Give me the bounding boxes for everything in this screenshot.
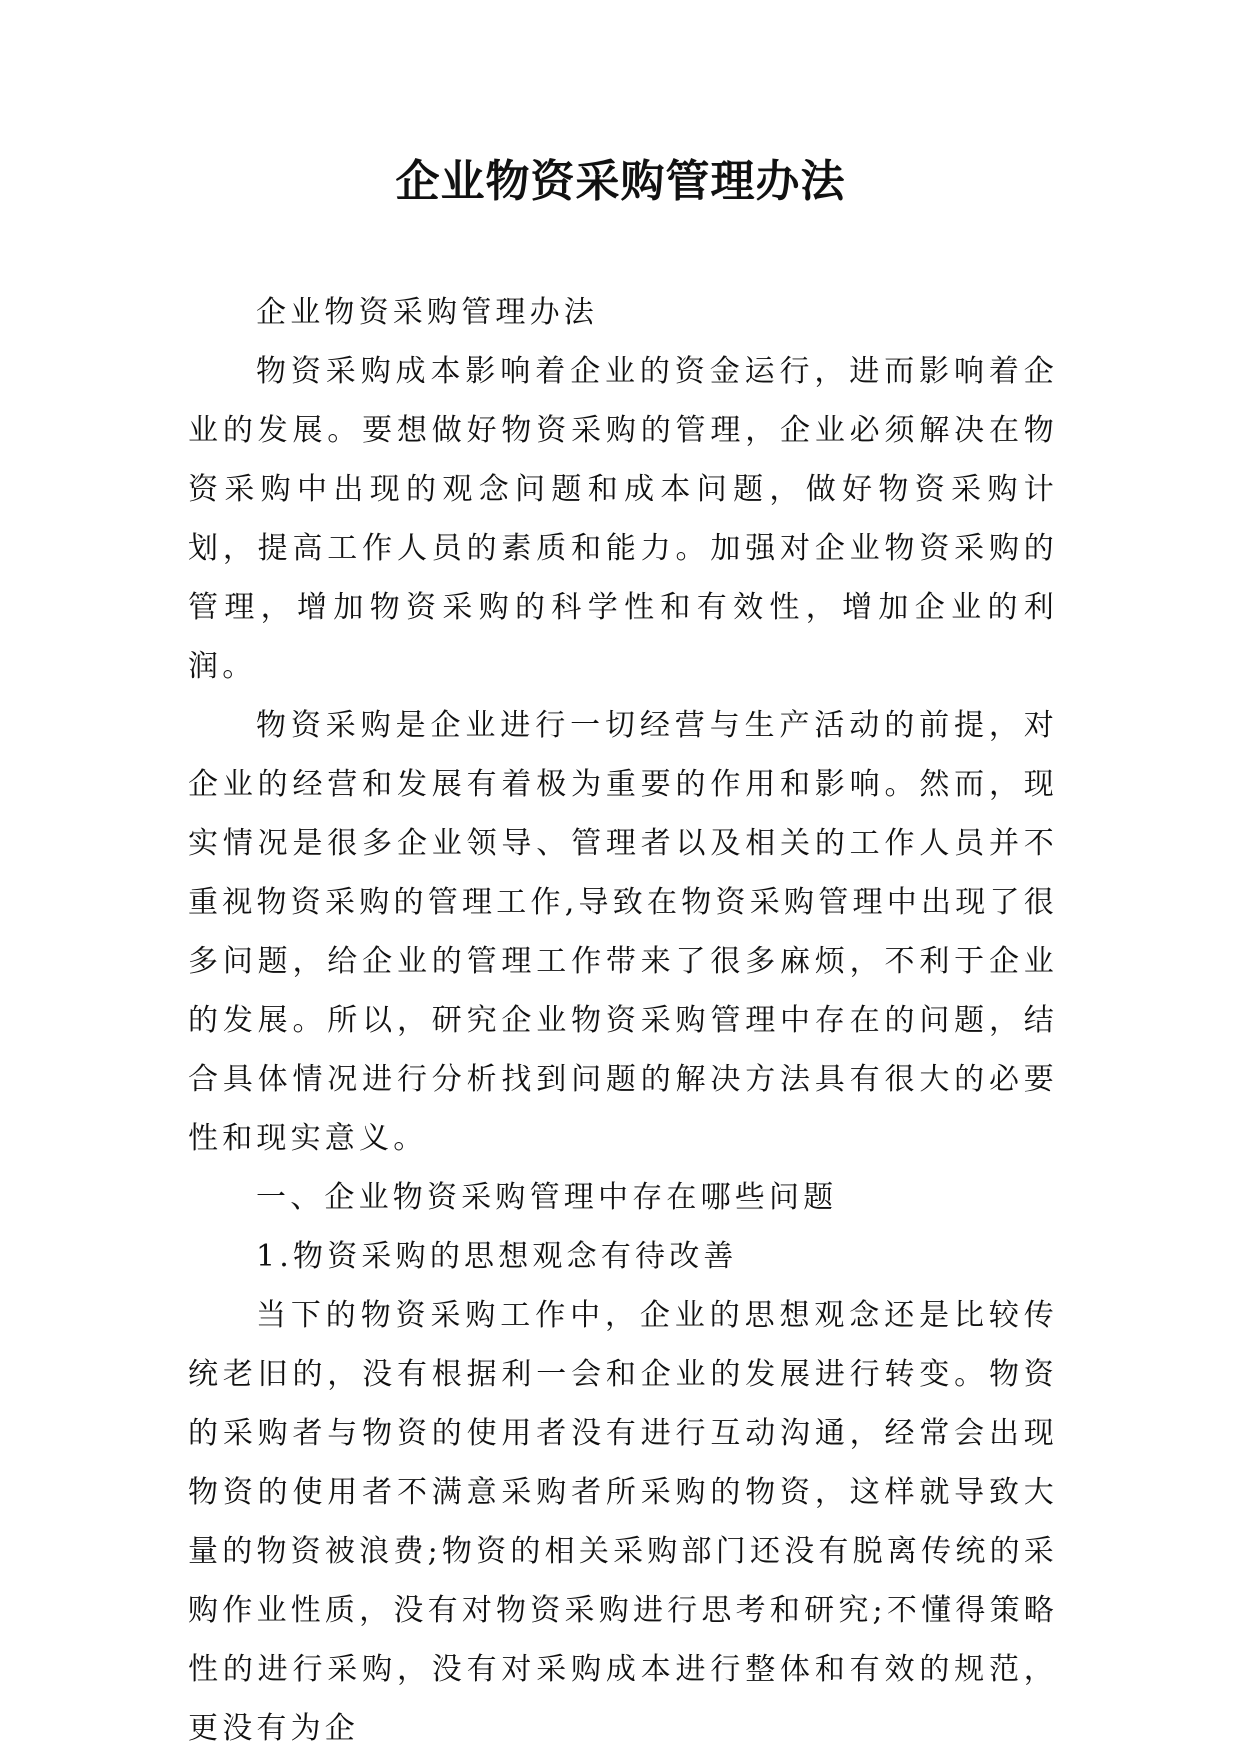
- document-body: [188, 283, 1058, 1758]
- document-title: 企业物资采购管理办法: [395, 156, 846, 207]
- paragraph-body: 当下的物资采购工作中，企业的思想观念还是比较传统老旧的，没有根据利一会和企业的发展进行转变。物资的采购者与物资的使用者没有进行互动沟通，经常会出现物资的使用者不满意采购者所采购的物资，这样就导致大量的物资被浪费;物资的相关采购部门还没有脱离传统的采购作业性质，没有对物资采购进行思考和研究;不懂得策略性的进行采购，没有对采购成本进行整体和有效的规范，更没有为企: [188, 1298, 1058, 1746]
- subsection-heading: 1.物资采购的思想观念有待改善: [256, 1239, 738, 1274]
- paragraph-subtitle: 企业物资采购管理办法: [256, 295, 598, 330]
- paragraph-intro: 物资采购成本影响着企业的资金运行，进而影响着企业的发展。要想做好物资采购的管理，企业必须解决在物资采购中出现的观念问题和成本问题，做好物资采购计划，提高工作人员的素质和能力。加强对企业物资采购的管理，增加物资采购的科学性和有效性，增加企业的利润。: [188, 354, 1058, 684]
- paragraph-background: 物资采购是企业进行一切经营与生产活动的前提，对企业的经营和发展有着极为重要的作用和影响。然而，现实情况是很多企业领导、管理者以及相关的工作人员并不重视物资采购的管理工作,导致在物资采购管理中出现了很多问题，给企业的管理工作带来了很多麻烦，不利于企业的发展。所以，研究企业物资采购管理中存在的问题，结合具体情况进行分析找到问题的解决方法具有很大的必要性和现实意义。: [188, 708, 1058, 1156]
- section-heading: 一、企业物资采购管理中存在哪些问题: [256, 1180, 838, 1215]
